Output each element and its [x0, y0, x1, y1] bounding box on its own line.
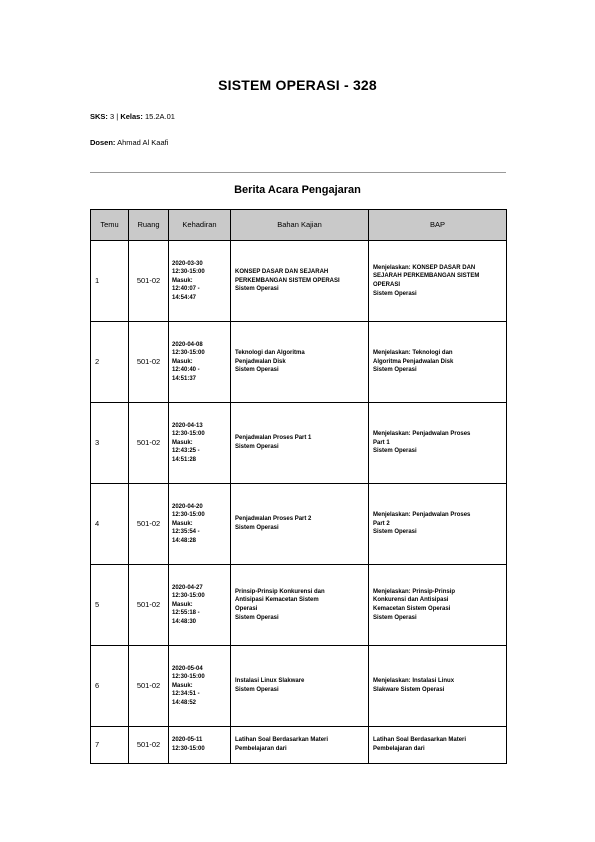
cell-kehadiran-line: 12:30-15:00: [172, 431, 205, 438]
cell-kehadiran-line: 2020-05-04: [172, 665, 203, 672]
cell-bahan-kajian-line: Sistem Operasi: [235, 687, 279, 693]
cell-kehadiran-line: 12:30-15:00: [172, 674, 205, 681]
cell-bap-line: OPERASI: [373, 282, 401, 288]
cell-kehadiran-line: 12:34:51 -: [172, 691, 200, 698]
cell-temu: 7: [91, 727, 129, 764]
course-info-line: [90, 112, 175, 121]
cell-kehadiran-line: 12:30-15:00: [172, 746, 205, 752]
cell-kehadiran-line: 12:30-15:00: [172, 269, 205, 276]
cell-kehadiran-line: Masuk:: [172, 520, 193, 527]
cell-bap: [369, 484, 507, 565]
sks-label: SKS:: [90, 112, 108, 121]
cell-ruang: 501-02: [129, 241, 169, 322]
cell-ruang: 501-02: [129, 727, 169, 764]
cell-bap-line: Part 2: [373, 520, 390, 527]
cell-kehadiran-line: 2020-04-27: [172, 584, 203, 591]
cell-kehadiran: [169, 241, 231, 322]
cell-bahan-kajian-line: Instalasi Linux Slakware: [235, 678, 305, 685]
cell-bahan-kajian: [231, 403, 369, 484]
cell-bap: [369, 727, 507, 764]
cell-bahan-kajian-line: KONSEP DASAR DAN SEJARAH: [235, 269, 329, 276]
cell-bap: [369, 322, 507, 403]
cell-ruang: 501-02: [129, 403, 169, 484]
cell-bahan-kajian-line: Operasi: [235, 606, 258, 612]
cell-bahan-kajian: [231, 484, 369, 565]
cell-bap-line: Menjelaskan: Prinsip-Prinsip: [373, 588, 456, 595]
cell-bahan-kajian-line: Antisipasi Kemacetan Sistem: [235, 597, 319, 604]
cell-bap-line: Sistem Operasi: [373, 367, 417, 374]
cell-bap-line: Sistem Operasi: [373, 290, 417, 297]
cell-kehadiran-line: 14:48:28: [172, 537, 197, 544]
cell-kehadiran-line: Masuk:: [172, 277, 193, 284]
cell-kehadiran-line: 12:30-15:00: [172, 593, 205, 600]
cell-kehadiran-line: 14:51:28: [172, 456, 197, 463]
cell-kehadiran: [169, 403, 231, 484]
cell-kehadiran-line: 2020-04-13: [172, 422, 203, 429]
cell-bap-line: Pembelajaran dari: [373, 746, 425, 752]
cell-temu: 3: [91, 403, 129, 484]
cell-bap-line: Menjelaskan: KONSEP DASAR DAN: [373, 264, 476, 271]
cell-bahan-kajian-line: Sistem Operasi: [235, 614, 279, 621]
cell-kehadiran-line: 12:55:18 -: [172, 610, 200, 617]
cell-bap-line: Latihan Soal Berdasarkan Materi: [373, 737, 467, 744]
cell-bap: [369, 646, 507, 727]
cell-kehadiran-line: 2020-04-08: [172, 341, 203, 348]
cell-kehadiran: [169, 646, 231, 727]
cell-ruang: 501-02: [129, 322, 169, 403]
sks-value: 3: [110, 112, 115, 121]
table-row: [91, 403, 507, 484]
separator: |: [116, 112, 119, 121]
cell-temu: 2: [91, 322, 129, 403]
section-title: Berita Acara Pengajaran: [234, 184, 361, 196]
kelas-value: 15.2A.01: [144, 112, 175, 121]
cell-bahan-kajian-line: Pembelajaran dari: [235, 746, 287, 752]
table-body: [91, 241, 507, 764]
divider: [90, 172, 506, 173]
kelas-label: Kelas:: [120, 112, 143, 121]
cell-bahan-kajian: [231, 241, 369, 322]
cell-bahan-kajian-line: Sistem Operasi: [235, 525, 279, 531]
cell-temu: 4: [91, 484, 129, 565]
cell-bap-line: Part 1: [373, 439, 390, 446]
cell-bahan-kajian: [231, 727, 369, 764]
header-bap: BAP: [369, 210, 507, 241]
cell-kehadiran-line: 2020-03-30: [172, 260, 203, 267]
table-row: [91, 322, 507, 403]
cell-kehadiran-line: 12:43:25 -: [172, 448, 200, 455]
cell-ruang: 501-02: [129, 646, 169, 727]
cell-kehadiran: [169, 484, 231, 565]
cell-bahan-kajian-line: Sistem Operasi: [235, 367, 279, 374]
cell-kehadiran-line: 12:30-15:00: [172, 512, 205, 519]
cell-kehadiran-line: 12:35:54 -: [172, 529, 200, 536]
cell-kehadiran-line: Masuk:: [172, 439, 193, 446]
cell-bahan-kajian: [231, 565, 369, 646]
cell-bahan-kajian-line: Sistem Operasi: [235, 286, 279, 293]
cell-bap-line: SEJARAH PERKEMBANGAN SISTEM: [373, 273, 480, 280]
cell-bahan-kajian-line: Penjadwalan Proses Part 2: [235, 516, 312, 523]
cell-kehadiran-line: 2020-04-20: [172, 503, 203, 510]
cell-bap: [369, 565, 507, 646]
table-row: [91, 646, 507, 727]
cell-bahan-kajian-line: Sistem Operasi: [235, 444, 279, 450]
header-temu: Temu: [91, 210, 129, 241]
cell-bap-line: Menjelaskan: Penjadwalan Proses: [373, 431, 471, 438]
cell-kehadiran-line: 14:48:30: [172, 618, 197, 625]
cell-bahan-kajian: [231, 322, 369, 403]
cell-kehadiran: [169, 727, 231, 764]
cell-kehadiran-line: 14:51:37: [172, 375, 197, 382]
cell-kehadiran-line: 14:48:52: [172, 699, 197, 706]
cell-bap-line: Slakware Sistem Operasi: [373, 687, 445, 693]
cell-bahan-kajian-line: PERKEMBANGAN SISTEM OPERASI: [235, 277, 340, 284]
cell-bahan-kajian-line: Latihan Soal Berdasarkan Materi: [235, 737, 329, 744]
cell-bap-line: Kemacetan Sistem Operasi: [373, 606, 451, 612]
dosen-value: Ahmad Al Kaafi: [117, 138, 169, 147]
table-row: [91, 484, 507, 565]
cell-bap-line: Sistem Operasi: [373, 448, 417, 455]
cell-kehadiran-line: 2020-05-11: [172, 737, 203, 744]
cell-temu: 5: [91, 565, 129, 646]
cell-bahan-kajian-line: Penjadwalan Disk: [235, 358, 286, 365]
table-header-row: [91, 210, 507, 241]
cell-bap-line: Menjelaskan: Teknologi dan: [373, 350, 453, 357]
cell-kehadiran-line: 12:30-15:00: [172, 350, 205, 357]
lecturer-line: [90, 138, 168, 147]
cell-ruang: 501-02: [129, 565, 169, 646]
cell-kehadiran-line: 14:54:47: [172, 294, 197, 301]
cell-kehadiran-line: Masuk:: [172, 601, 193, 608]
cell-bahan-kajian-line: Penjadwalan Proses Part 1: [235, 435, 312, 442]
cell-bahan-kajian-line: Teknologi dan Algoritma: [235, 350, 305, 357]
header-kehadiran: Kehadiran: [169, 210, 231, 241]
cell-ruang: 501-02: [129, 484, 169, 565]
cell-temu: 6: [91, 646, 129, 727]
cell-bap-line: Menjelaskan: Instalasi Linux: [373, 678, 455, 685]
dosen-label: Dosen:: [90, 138, 116, 147]
cell-kehadiran: [169, 565, 231, 646]
table-row: [91, 241, 507, 322]
teaching-record-table: [90, 209, 507, 764]
cell-bap-line: Sistem Operasi: [373, 529, 417, 536]
page-title: SISTEM OPERASI - 328: [218, 77, 377, 93]
cell-bahan-kajian-line: Prinsip-Prinsip Konkurensi dan: [235, 588, 325, 595]
cell-kehadiran-line: 12:40:40 -: [172, 367, 200, 374]
cell-bap-line: Sistem Operasi: [373, 614, 417, 621]
cell-temu: 1: [91, 241, 129, 322]
cell-bap-line: Algoritma Penjadwalan Disk: [373, 358, 454, 365]
cell-kehadiran-line: Masuk:: [172, 358, 193, 365]
cell-kehadiran-line: Masuk:: [172, 682, 193, 689]
cell-kehadiran: [169, 322, 231, 403]
header-bahan-kajian: Bahan Kajian: [231, 210, 369, 241]
cell-bahan-kajian: [231, 646, 369, 727]
cell-bap-line: Konkurensi dan Antisipasi: [373, 597, 449, 604]
header-ruang: Ruang: [129, 210, 169, 241]
table-row: [91, 565, 507, 646]
cell-kehadiran-line: 12:40:07 -: [172, 286, 200, 293]
table-row: [91, 727, 507, 764]
cell-bap-line: Menjelaskan: Penjadwalan Proses: [373, 512, 471, 519]
cell-bap: [369, 403, 507, 484]
cell-bap: [369, 241, 507, 322]
